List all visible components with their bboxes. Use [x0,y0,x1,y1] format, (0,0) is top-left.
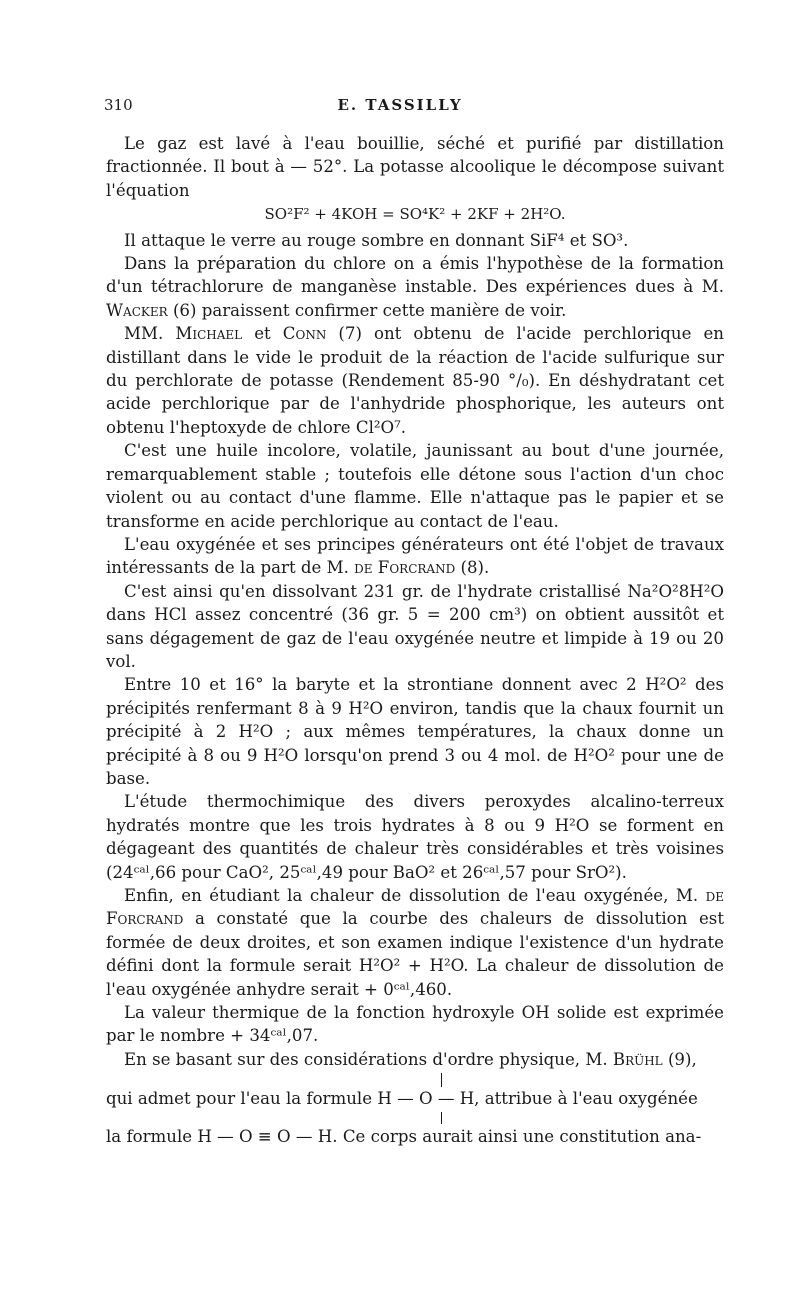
paragraph-text: Dans la préparation du chlore on a émis l'hypothèse de la formation d'un tétrachlorure de manganèse instable. Des expériences dues à M. [106,254,724,297]
paragraph-text: (7) ont obtenu de l'acide perchlorique en distillant dans le vide le produit de la réaction de l'acide sulfurique sur du perchlorate de potasse (Rendement 85-90 °/₀). En déshydratant cet acide perchlorique par de l'anhydride phosphorique, les auteurs ont obtenu l'heptoxyde de chlore Cl²O⁷. [106,324,724,437]
page-header [100,96,700,118]
paragraph [106,252,724,322]
bond-line-top [441,1073,442,1087]
paragraph [106,1048,724,1071]
paragraph-text: MM. [124,324,164,344]
body-text [106,132,724,1145]
paragraph [106,533,724,580]
paragraph-text: Ce corps aurait ainsi une constitution ana- [342,1127,702,1147]
page-number: 310 [104,96,133,114]
formula-line-water [106,1087,724,1110]
paragraph: L'étude thermochimique des divers peroxydes alcalino-terreux hydratés montre que les trois hydrates à 8 ou 9 H²O se forment en dégageant des quantités de chaleur très considérables et très voisines (24ᶜᵃˡ,66 pour CaO², 25ᶜᵃˡ,49 pour BaO² et 26ᶜᵃˡ,57 pour SrO²). [106,792,724,882]
paragraph-text: L'eau oxygénée et ses principes générateurs ont été l'objet de travaux intéressants de la part de M. [106,534,724,578]
peroxide-formula: H — O ≡ O — H. [197,1127,338,1147]
paragraph: Il attaque le verre au rouge sombre en donnant SiF⁴ et SO³. [124,230,629,250]
paragraph: La valeur thermique de la fonction hydroxyle OH solide est exprimée par le nombre + 34ᶜᵃˡ,07. [106,1003,724,1046]
paragraph-text: En se basant sur des considérations d'ordre physique, M. [124,1049,608,1069]
paragraph-text: qui admet pour l'eau la formule [106,1089,373,1109]
author-name: Michael [175,324,243,344]
structural-formula-block [106,1075,724,1145]
paragraph [106,322,724,439]
paragraph-text: (9), [667,1049,697,1069]
paragraph-text: (6) paraissent confirmer cette manière de voir. [172,300,567,320]
paragraph-text: Enfin, en étudiant la chaleur de dissolution de l'eau oxygénée, M. [124,886,699,905]
paragraph [106,884,724,1001]
bond-line-bottom [441,1112,442,1124]
paragraph-text: attribue à l'eau oxygénée [484,1089,698,1109]
water-formula: H — O — H, [377,1089,480,1109]
author-name: de Forcrand [106,886,724,929]
equation: SO²F² + 4KOH = SO⁴K² + 2KF + 2H²O. [264,205,566,224]
author-name: Brühl [612,1049,663,1069]
paragraph: Le gaz est lavé à l'eau bouillie, séché et purifié par distillation fractionnée. Il bout à — 52°. La potasse alcoolique le décompose suivant l'équation [106,134,724,200]
paragraph: C'est une huile incolore, volatile, jaunissant au bout d'une journée, remarquablement stable ; toutefois elle détone sous l'action d'un choc violent ou au contact d'une flamme. Elle n'attaque pas le papier et se transforme en acide perchlorique au contact de l'eau. [106,441,724,531]
paragraph-text: (8). [460,558,490,578]
paragraph-text: a constaté que la courbe des chaleurs de dissolution est formée de deux droites, et son examen indique l'existence d'un hydrate défini dont la formule serait H²O² + H²O. La chaleur de dissolution de l'eau oxygénée anhydre serait + 0ᶜᵃˡ,460. [106,909,724,999]
paragraph-text: et [254,324,271,344]
author-name: de Forcrand [354,558,456,578]
running-title: E. TASSILLY [337,96,463,114]
author-name: Conn [282,324,327,344]
paragraph: C'est ainsi qu'en dissolvant 231 gr. de l'hydrate cristallisé Na²O²8H²O dans HCl assez concentré (36 gr. 5 = 200 cm³) on obtient aussitôt et sans dégagement de gaz de l'eau oxygénée neutre et limpide à 19 ou 20 vol. [106,581,724,671]
formula-line-peroxide [106,1125,724,1148]
author-name: Wacker [106,300,168,320]
paragraph-text: la formule [106,1127,193,1147]
paragraph: Entre 10 et 16° la baryte et la strontiane donnent avec 2 H²O² des précipités renfermant 8 à 9 H²O environ, tandis que la chaux fournit un précipité à 2 H²O ; aux mêmes températures, la chaux donne un précipité à 8 ou 9 H²O lorsqu'on prend 3 ou 4 mol. de H²O² pour une de base. [106,675,724,788]
